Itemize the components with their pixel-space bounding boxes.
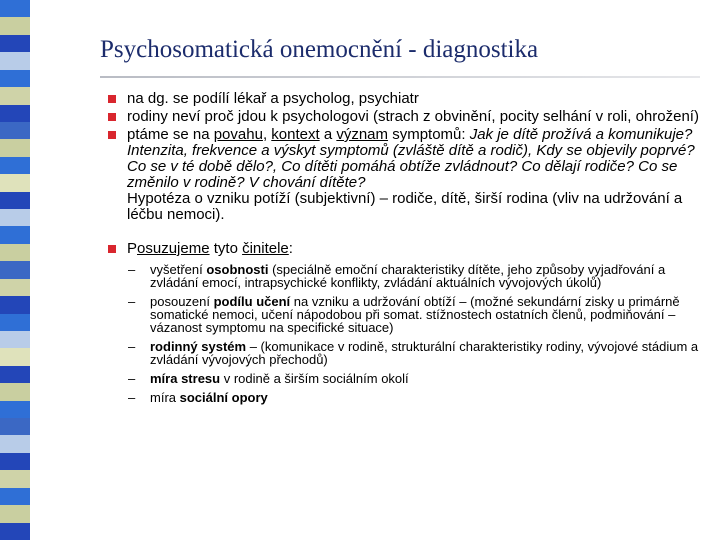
stripe-segment: [0, 366, 30, 384]
bullet-text: ptáme se na: [127, 126, 214, 143]
stripe-segment: [0, 87, 30, 105]
bullet-square-icon: [108, 131, 116, 139]
dash-marker: –: [128, 294, 136, 309]
stripe-segment: [0, 122, 30, 140]
bullet-text: symptomů:: [388, 126, 470, 143]
bullet-item: [108, 127, 708, 223]
dash-marker: –: [128, 262, 136, 277]
sub-bold-term: míra stresu: [150, 371, 221, 386]
stripe-segment: [0, 244, 30, 262]
stripe-segment: [0, 209, 30, 227]
sub-text: na vzniku a udržování obtíží – (možné sekundární zisky u primárně somatické nemoci, učení nápodobou při somat. stížnostech ostatních členů, podmiňování – vázanost symptomu na specifické situace): [150, 294, 680, 335]
stripe-segment: [0, 383, 30, 401]
stripe-segment: [0, 348, 30, 366]
underlined-term: kontext: [271, 126, 320, 143]
bullet-list: [108, 91, 708, 410]
stripe-segment: [0, 401, 30, 419]
sub-item: [128, 372, 708, 385]
dash-marker: –: [128, 339, 136, 354]
bullet-square-icon: [108, 95, 116, 103]
bullet-text: tyto: [209, 240, 243, 257]
hypothesis-text: Hypotéza o vzniku potíží (subjektivní) – rodiče, dítě, širší rodina (vliv na udržování a léčbu nemoci).: [127, 190, 683, 223]
bullet-item: [108, 109, 708, 125]
sub-text: v rodině a širším sociálním okolí: [220, 371, 409, 386]
bullet-square-icon: [108, 245, 116, 253]
stripe-segment: [0, 418, 30, 436]
stripe-segment: [0, 505, 30, 523]
sub-bold-term: sociální opory: [179, 390, 268, 405]
dash-marker: –: [128, 390, 136, 405]
bullet-item: [108, 91, 708, 107]
stripe-segment: [0, 488, 30, 506]
bullet-text: P: [127, 240, 138, 257]
bullet-text: :: [288, 240, 293, 257]
stripe-segment: [0, 296, 30, 314]
stripe-segment: [0, 174, 30, 192]
bullet-square-icon: [108, 113, 116, 121]
stripe-segment: [0, 0, 30, 18]
stripe-segment: [0, 226, 30, 244]
sub-item: [128, 391, 708, 404]
stripe-segment: [0, 52, 30, 70]
stripe-segment: [0, 192, 30, 210]
slide-title: Psychosomatická onemocnění - diagnostika: [100, 36, 539, 63]
underlined-term: povahu: [213, 126, 263, 143]
stripe-segment: [0, 314, 30, 332]
sub-text: – (komunikace v rodině, strukturální charakteristiky rodiny, vývojové stádium a zvládání vývojových přechodů): [150, 339, 699, 367]
sub-item: [128, 263, 708, 289]
underlined-term: osuzujeme: [137, 240, 210, 257]
sub-text: posouzení: [150, 294, 214, 309]
stripe-segment: [0, 523, 30, 540]
title-divider: [100, 76, 700, 78]
bullet-item: [108, 241, 708, 257]
underlined-term: význam: [336, 126, 389, 143]
stripe-segment: [0, 139, 30, 157]
decorative-stripe-bar: [0, 0, 30, 540]
bullet-text: na dg. se podílí lékař a psycholog, psychiatr: [127, 90, 419, 107]
sub-text: (speciálně emoční charakteristiky dítěte, jeho způsoby vyjadřování a zvládání emocí, intrapsychické konflikty, zvládání aktuálních vývojových úkolů): [150, 262, 666, 290]
sub-bold-term: osobnosti: [206, 262, 269, 277]
stripe-segment: [0, 453, 30, 471]
stripe-segment: [0, 17, 30, 35]
sub-item: [128, 295, 708, 334]
sub-bold-term: podílu učení: [213, 294, 291, 309]
sub-bold-term: rodinný systém: [150, 339, 247, 354]
separator-text: ,: [262, 126, 272, 143]
sub-text: míra: [150, 390, 180, 405]
sub-item: [128, 340, 708, 366]
dash-marker: –: [128, 371, 136, 386]
stripe-segment: [0, 279, 30, 297]
bullet-text: rodiny neví proč jdou k psychologovi (strach z obvinění, pocity selhání v roli, ohrožení): [127, 108, 699, 125]
stripe-segment: [0, 470, 30, 488]
stripe-segment: [0, 70, 30, 88]
questions-text: Jak je dítě prožívá a komunikuje? Intenzita, frekvence a výskyt symptomů (zvláště dítě a rodič), Kdy se objevily poprvé? Co se v té době dělo?, Co dítěti pomáhá obtíže zvládnout? Co dělají rodiče? Co se změnilo v rodině? V chování dítěte?: [127, 126, 695, 191]
stripe-segment: [0, 261, 30, 279]
sub-list: [128, 263, 708, 404]
stripe-segment: [0, 331, 30, 349]
stripe-segment: [0, 105, 30, 123]
sub-text: vyšetření: [150, 262, 207, 277]
underlined-term: činitele: [242, 240, 289, 257]
stripe-segment: [0, 157, 30, 175]
separator-text: a: [319, 126, 337, 143]
stripe-segment: [0, 35, 30, 53]
stripe-segment: [0, 435, 30, 453]
